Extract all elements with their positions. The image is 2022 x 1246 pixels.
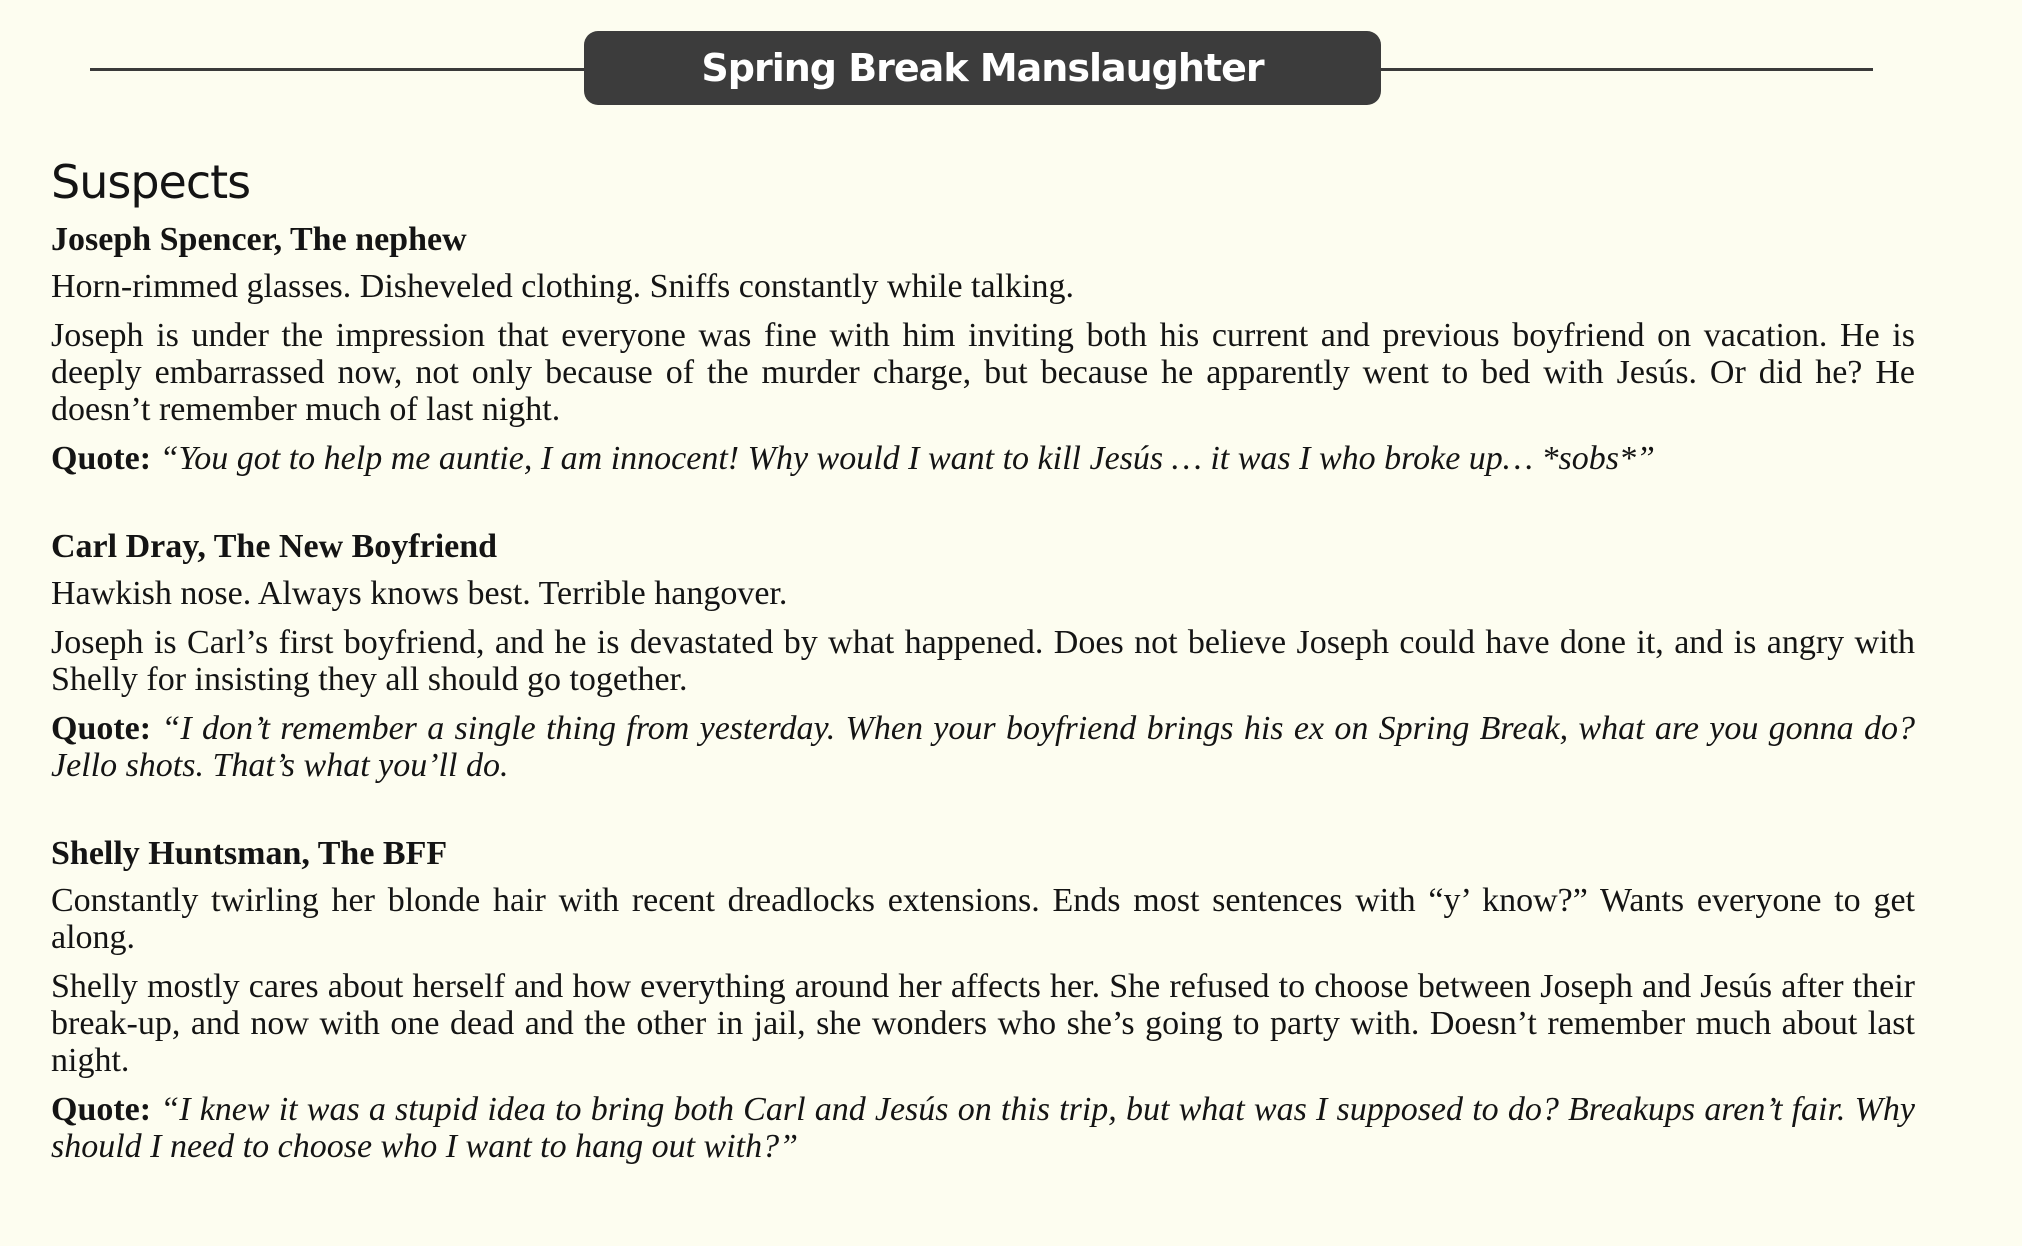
suspect-name: Joseph Spencer, The nephew — [51, 221, 467, 258]
section-title: Suspects — [51, 155, 251, 209]
suspect-entry — [51, 220, 1915, 477]
suspect-appearance: Constantly twirling her blonde hair with recent dreadlocks extensions. Ends most sentences with “y’ know?” Wants everyone to get along. — [51, 882, 1915, 956]
quote-label: Quote: — [51, 710, 152, 747]
quote-text: “I knew it was a stupid idea to bring both Carl and Jesús on this trip, but what was I supposed to do? Breakups aren’t fair. Why should I need to choose who I want to hang out with?” — [51, 1091, 1916, 1165]
quote-label: Quote: — [51, 1091, 152, 1128]
suspect-name: Shelly Huntsman, The BFF — [51, 835, 448, 872]
suspect-background: Joseph is Carl’s first boyfriend, and he is devastated by what happened. Does not believe Joseph could have done it, and is angry with Shelly for insisting they all should go together. — [51, 624, 1915, 698]
quote-text: “I don’t remember a single thing from yesterday. When your boyfriend brings his ex on Spring Break, what are you gonna do? Jello shots. That’s what you’ll do. — [51, 710, 1915, 784]
page-title-banner: Spring Break Manslaughter — [584, 31, 1381, 105]
suspect-appearance: Hawkish nose. Always knows best. Terrible hangover. — [51, 575, 788, 612]
main-content — [51, 150, 1915, 1177]
suspect-quote — [51, 710, 1915, 784]
suspect-entry — [51, 834, 1915, 1165]
quote-label: Quote: — [51, 440, 152, 477]
suspect-name: Carl Dray, The New Boyfriend — [51, 528, 498, 565]
quote-text: “You got to help me auntie, I am innocent! Why would I want to kill Jesús … it was I who broke up… *sobs*” — [159, 440, 1655, 477]
suspect-entry — [51, 527, 1915, 784]
suspect-quote — [51, 440, 1915, 477]
suspect-quote — [51, 1091, 1915, 1165]
suspect-background: Shelly mostly cares about herself and how everything around her affects her. She refused to choose between Joseph and Jesús after their break-up, and now with one dead and the other in jail, she wonders who she’s going to party with. Doesn’t remember much about last night. — [51, 968, 1915, 1079]
suspect-appearance: Horn-rimmed glasses. Disheveled clothing. Sniffs constantly while talking. — [51, 268, 1074, 305]
suspect-background: Joseph is under the impression that everyone was fine with him inviting both his current and previous boyfriend on vacation. He is deeply embarrassed now, not only because of the murder charge, but because he apparently went to bed with Jesús. Or did he? He doesn’t remember much of last night. — [51, 317, 1915, 428]
